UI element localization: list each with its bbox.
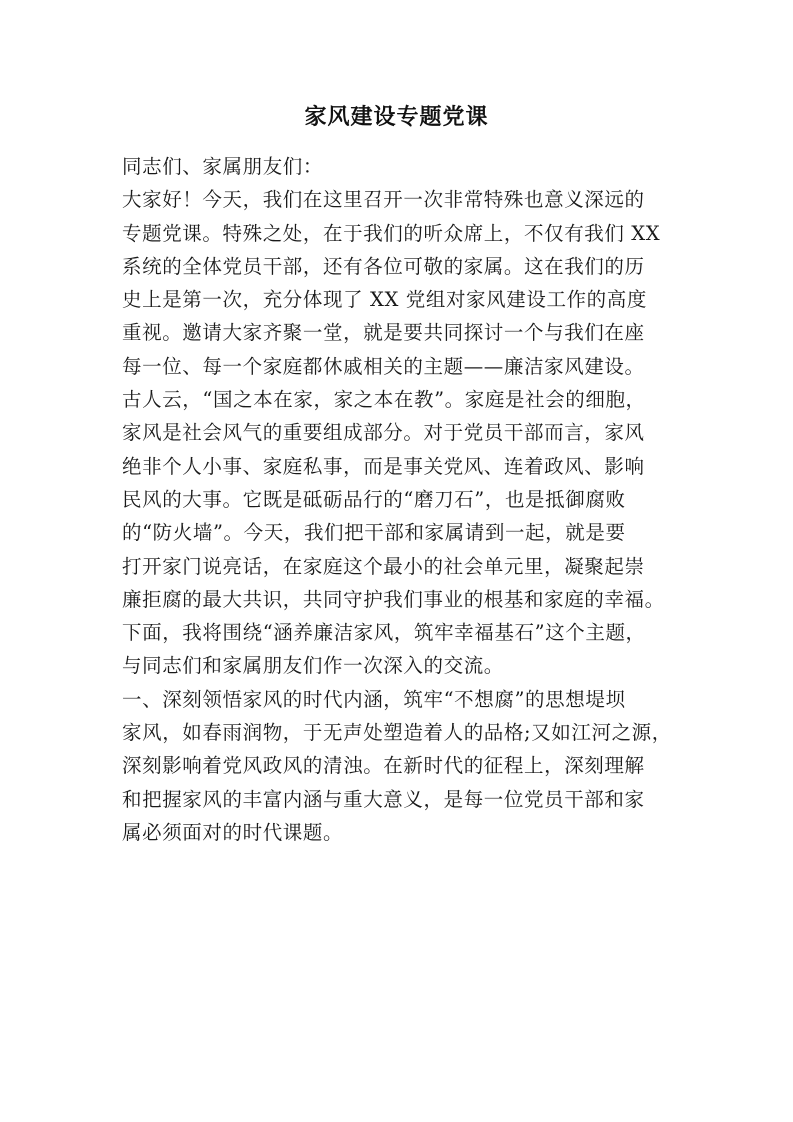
text-line: 和把握家风的丰富内涵与重大意义，是每一位党员干部和家 [122,787,645,811]
text-line: 打开家门说亮话，在家庭这个最小的社会单元里，凝聚起崇 [122,554,645,578]
section-heading: 一、深刻领悟家风的时代内涵，筑牢“不想腐”的思想堤坝 [122,687,626,711]
text-line: 民风的大事。它既是砥砺品行的“磨刀石”，也是抵御腐败 [122,487,626,511]
text-line: 廉拒腐的最大共识，共同守护我们事业的根基和家庭的幸福。 [122,587,665,611]
text-line: 古人云，“国之本在家，家之本在教”。家庭是社会的细胞， [122,388,646,412]
text-line: 每一位、每一个家庭都休戚相关的主题——廉洁家风建设。 [122,354,645,378]
text-line: 同志们、家属朋友们： [122,155,324,178]
text-line: 专题党课。特殊之处，在于我们的听众席上，不仅有我们 XX [122,221,661,245]
text-line: 重视。邀请大家齐聚一堂，就是要共同探讨一个与我们在座 [122,321,645,345]
text-line: 的“防火墙”。今天，我们把干部和家属请到一起，就是要 [122,521,626,545]
text-line: 下面，我将围绕“涵养廉洁家风，筑牢幸福基石”这个主题， [122,621,646,645]
document-title: 家风建设专题党课 [304,104,489,130]
text-line: 家风，如春雨润物，于无声处塑造着人的品格;又如江河之源， [122,721,672,745]
text-line: 史上是第一次，充分体现了 XX 党组对家风建设工作的高度 [122,288,647,312]
text-line: 与同志们和家属朋友们作一次深入的交流。 [122,654,504,678]
text-line: 大家好！今天，我们在这里召开一次非常特殊也意义深远的 [122,188,645,212]
text-line: 属必须面对的时代课题。 [122,820,344,844]
document-body [122,150,692,849]
text-line: 绝非个人小事、家庭私事，而是事关党风、连着政风、影响 [122,454,645,478]
text-line: 深刻影响着党风政风的清浊。在新时代的征程上，深刻理解 [122,754,645,778]
text-line: 家风是社会风气的重要组成部分。对于党员干部而言，家风 [122,421,645,445]
text-line: 系统的全体党员干部，还有各位可敬的家属。这在我们的历 [122,254,645,278]
